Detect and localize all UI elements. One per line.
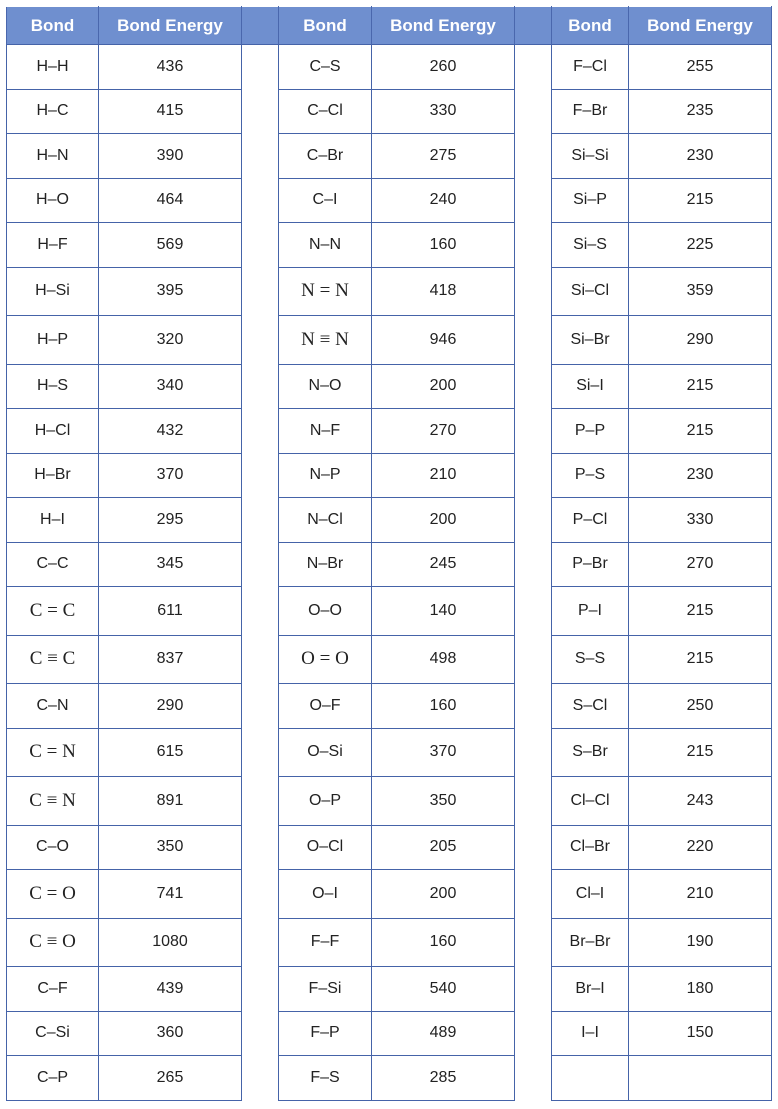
bond-cell: C–Si xyxy=(7,1011,99,1056)
bond-energy-cell: 160 xyxy=(372,684,515,729)
spacer-cell xyxy=(515,728,552,777)
bond-cell: Si–Br xyxy=(552,316,629,365)
spacer-cell xyxy=(515,223,552,268)
bond-energy-cell: 240 xyxy=(372,178,515,223)
spacer-cell xyxy=(242,777,279,826)
bond-cell: F–P xyxy=(279,1011,372,1056)
spacer-cell xyxy=(515,870,552,919)
bond-cell: F–F xyxy=(279,918,372,967)
bond-energy-cell: 611 xyxy=(99,587,242,636)
bond-cell: C = N xyxy=(7,728,99,777)
spacer-cell xyxy=(242,542,279,587)
table-row xyxy=(7,635,772,684)
bond-energy-cell: 200 xyxy=(372,364,515,409)
table-row xyxy=(7,542,772,587)
bond-cell: N–N xyxy=(279,223,372,268)
bond-energy-cell: 245 xyxy=(372,542,515,587)
bond-energy-cell: 225 xyxy=(629,223,772,268)
bond-cell: P–S xyxy=(552,453,629,498)
bond-energy-cell: 498 xyxy=(372,635,515,684)
bond-energy-cell: 270 xyxy=(372,409,515,454)
bond-energy-cell: 275 xyxy=(372,134,515,179)
bond-header-2: Bond xyxy=(279,7,372,45)
table-row xyxy=(7,178,772,223)
spacer-cell xyxy=(515,777,552,826)
bond-cell: C–O xyxy=(7,825,99,870)
bond-energy-table xyxy=(6,6,772,1101)
bond-energy-cell: 285 xyxy=(372,1056,515,1101)
bond-energy-cell: 418 xyxy=(372,267,515,316)
bond-energy-cell: 140 xyxy=(372,587,515,636)
bond-energy-cell: 215 xyxy=(629,635,772,684)
spacer-cell xyxy=(515,134,552,179)
spacer-cell xyxy=(242,89,279,134)
bond-cell: F–Cl xyxy=(552,45,629,90)
bond-energy-cell: 439 xyxy=(99,967,242,1012)
bond-energy-cell: 1080 xyxy=(99,918,242,967)
bond-energy-cell: 243 xyxy=(629,777,772,826)
bond-cell: P–P xyxy=(552,409,629,454)
bond-cell: C–F xyxy=(7,967,99,1012)
spacer-cell xyxy=(242,870,279,919)
bond-cell: H–N xyxy=(7,134,99,179)
bond-cell: H–H xyxy=(7,45,99,90)
bond-energy-cell: 210 xyxy=(629,870,772,919)
table-row xyxy=(7,223,772,268)
spacer-cell xyxy=(242,498,279,543)
spacer-header xyxy=(515,7,552,45)
table-row xyxy=(7,825,772,870)
bond-energy-header-2: Bond Energy xyxy=(372,7,515,45)
spacer-cell xyxy=(242,1056,279,1101)
table-row xyxy=(7,587,772,636)
bond-header-3: Bond xyxy=(552,7,629,45)
table-row xyxy=(7,1056,772,1101)
bond-energy-cell: 180 xyxy=(629,967,772,1012)
bond-cell: C ≡ O xyxy=(7,918,99,967)
bond-cell: Br–I xyxy=(552,967,629,1012)
bond-cell: H–Si xyxy=(7,267,99,316)
spacer-cell xyxy=(515,178,552,223)
bond-cell: Br–Br xyxy=(552,918,629,967)
bond-cell: H–Br xyxy=(7,453,99,498)
spacer-cell xyxy=(242,684,279,729)
bond-cell: N–O xyxy=(279,364,372,409)
bond-energy-cell: 432 xyxy=(99,409,242,454)
spacer-cell xyxy=(242,825,279,870)
table-row xyxy=(7,728,772,777)
bond-cell: O–Cl xyxy=(279,825,372,870)
spacer-cell xyxy=(242,45,279,90)
bond-energy-cell: 415 xyxy=(99,89,242,134)
table-body xyxy=(7,45,772,1101)
bond-cell: Si–Cl xyxy=(552,267,629,316)
bond-cell: H–P xyxy=(7,316,99,365)
spacer-cell xyxy=(242,267,279,316)
bond-energy-cell: 345 xyxy=(99,542,242,587)
bond-cell: Cl–I xyxy=(552,870,629,919)
bond-energy-cell: 837 xyxy=(99,635,242,684)
bond-energy-cell: 370 xyxy=(372,728,515,777)
bond-energy-cell: 330 xyxy=(629,498,772,543)
bond-energy-cell: 160 xyxy=(372,223,515,268)
table-row xyxy=(7,267,772,316)
bond-cell: Cl–Br xyxy=(552,825,629,870)
bond-cell: H–O xyxy=(7,178,99,223)
spacer-cell xyxy=(515,635,552,684)
spacer-cell xyxy=(242,587,279,636)
bond-cell: C–Br xyxy=(279,134,372,179)
bond-cell: N ≡ N xyxy=(279,316,372,365)
bond-energy-cell: 215 xyxy=(629,364,772,409)
spacer-cell xyxy=(515,825,552,870)
bond-energy-cell: 390 xyxy=(99,134,242,179)
bond-energy-cell: 235 xyxy=(629,89,772,134)
bond-cell: C–I xyxy=(279,178,372,223)
bond-cell: H–S xyxy=(7,364,99,409)
bond-cell: C ≡ N xyxy=(7,777,99,826)
table-row xyxy=(7,316,772,365)
bond-energy-cell: 489 xyxy=(372,1011,515,1056)
bond-energy-cell: 265 xyxy=(99,1056,242,1101)
bond-cell: Si–Si xyxy=(552,134,629,179)
bond-energy-cell: 741 xyxy=(99,870,242,919)
bond-energy-cell: 370 xyxy=(99,453,242,498)
bond-energy-cell: 350 xyxy=(99,825,242,870)
header-row xyxy=(7,7,772,45)
spacer-cell xyxy=(515,1056,552,1101)
bond-cell: P–I xyxy=(552,587,629,636)
spacer-cell xyxy=(242,409,279,454)
bond-energy-cell: 205 xyxy=(372,825,515,870)
bond-cell: H–F xyxy=(7,223,99,268)
table-row xyxy=(7,1011,772,1056)
spacer-cell xyxy=(242,728,279,777)
spacer-cell xyxy=(515,542,552,587)
bond-energy-cell: 215 xyxy=(629,587,772,636)
table-row xyxy=(7,89,772,134)
bond-energy-header-1: Bond Energy xyxy=(99,7,242,45)
bond-cell: C = C xyxy=(7,587,99,636)
bond-energy-cell: 615 xyxy=(99,728,242,777)
bond-cell: F–Si xyxy=(279,967,372,1012)
bond-energy-cell: 360 xyxy=(99,1011,242,1056)
bond-cell: P–Br xyxy=(552,542,629,587)
table-row xyxy=(7,134,772,179)
spacer-cell xyxy=(515,498,552,543)
spacer-cell xyxy=(515,587,552,636)
spacer-cell xyxy=(515,967,552,1012)
bond-energy-cell: 215 xyxy=(629,178,772,223)
bond-energy-cell: 210 xyxy=(372,453,515,498)
bond-energy-cell: 340 xyxy=(99,364,242,409)
bond-cell: O = O xyxy=(279,635,372,684)
bond-header-1: Bond xyxy=(7,7,99,45)
bond-energy-cell: 295 xyxy=(99,498,242,543)
bond-cell: Si–P xyxy=(552,178,629,223)
table-row xyxy=(7,870,772,919)
table-row xyxy=(7,45,772,90)
bond-energy-cell: 946 xyxy=(372,316,515,365)
spacer-cell xyxy=(242,223,279,268)
spacer-cell xyxy=(242,635,279,684)
bond-cell: P–Cl xyxy=(552,498,629,543)
bond-cell: I–I xyxy=(552,1011,629,1056)
bond-cell: N = N xyxy=(279,267,372,316)
bond-energy-cell: 215 xyxy=(629,409,772,454)
bond-energy-cell: 160 xyxy=(372,918,515,967)
bond-cell: C–C xyxy=(7,542,99,587)
bond-energy-cell: 395 xyxy=(99,267,242,316)
bond-energy-cell: 464 xyxy=(99,178,242,223)
bond-cell: O–F xyxy=(279,684,372,729)
spacer-cell xyxy=(515,684,552,729)
table-row xyxy=(7,498,772,543)
bond-cell: Si–S xyxy=(552,223,629,268)
bond-cell: F–Br xyxy=(552,89,629,134)
bond-energy-cell: 569 xyxy=(99,223,242,268)
table-row xyxy=(7,409,772,454)
bond-energy-cell: 215 xyxy=(629,728,772,777)
bond-cell: C = O xyxy=(7,870,99,919)
spacer-cell xyxy=(515,364,552,409)
spacer-cell xyxy=(242,918,279,967)
bond-cell: O–P xyxy=(279,777,372,826)
spacer-cell xyxy=(515,409,552,454)
table-row xyxy=(7,364,772,409)
bond-cell: H–Cl xyxy=(7,409,99,454)
bond-energy-cell: 350 xyxy=(372,777,515,826)
bond-cell: C–P xyxy=(7,1056,99,1101)
spacer-cell xyxy=(515,45,552,90)
bond-energy-cell: 540 xyxy=(372,967,515,1012)
table-row xyxy=(7,453,772,498)
bond-cell: C–N xyxy=(7,684,99,729)
bond-cell: O–Si xyxy=(279,728,372,777)
spacer-cell xyxy=(242,364,279,409)
bond-cell: N–F xyxy=(279,409,372,454)
bond-cell: H–I xyxy=(7,498,99,543)
bond-energy-cell: 250 xyxy=(629,684,772,729)
spacer-cell xyxy=(242,967,279,1012)
table-row xyxy=(7,918,772,967)
bond-cell xyxy=(552,1056,629,1101)
spacer-cell xyxy=(515,453,552,498)
bond-energy-cell: 230 xyxy=(629,453,772,498)
table-row xyxy=(7,967,772,1012)
spacer-cell xyxy=(515,316,552,365)
spacer-cell xyxy=(515,89,552,134)
bond-cell: H–C xyxy=(7,89,99,134)
bond-cell: O–O xyxy=(279,587,372,636)
table-row xyxy=(7,684,772,729)
spacer-cell xyxy=(242,178,279,223)
bond-cell: N–Br xyxy=(279,542,372,587)
spacer-cell xyxy=(515,267,552,316)
bond-energy-cell: 190 xyxy=(629,918,772,967)
bond-energy-cell: 330 xyxy=(372,89,515,134)
bond-cell: Cl–Cl xyxy=(552,777,629,826)
bond-energy-cell: 200 xyxy=(372,870,515,919)
bond-energy-header-3: Bond Energy xyxy=(629,7,772,45)
bond-cell: S–S xyxy=(552,635,629,684)
bond-energy-cell: 290 xyxy=(629,316,772,365)
bond-cell: C–Cl xyxy=(279,89,372,134)
spacer-cell xyxy=(242,1011,279,1056)
bond-cell: C ≡ C xyxy=(7,635,99,684)
spacer-cell xyxy=(242,453,279,498)
bond-cell: C–S xyxy=(279,45,372,90)
bond-energy-cell: 436 xyxy=(99,45,242,90)
spacer-cell xyxy=(242,316,279,365)
spacer-cell xyxy=(242,134,279,179)
bond-cell: N–Cl xyxy=(279,498,372,543)
bond-cell: S–Br xyxy=(552,728,629,777)
bond-energy-cell: 150 xyxy=(629,1011,772,1056)
table-row xyxy=(7,777,772,826)
bond-energy-cell: 200 xyxy=(372,498,515,543)
bond-cell: F–S xyxy=(279,1056,372,1101)
bond-energy-cell: 359 xyxy=(629,267,772,316)
bond-energy-cell: 290 xyxy=(99,684,242,729)
bond-energy-cell: 270 xyxy=(629,542,772,587)
bond-energy-cell: 230 xyxy=(629,134,772,179)
bond-energy-cell: 320 xyxy=(99,316,242,365)
spacer-cell xyxy=(515,918,552,967)
bond-energy-cell: 891 xyxy=(99,777,242,826)
spacer-header xyxy=(242,7,279,45)
bond-energy-cell: 220 xyxy=(629,825,772,870)
bond-energy-cell: 260 xyxy=(372,45,515,90)
bond-energy-cell xyxy=(629,1056,772,1101)
bond-cell: Si–I xyxy=(552,364,629,409)
bond-cell: O–I xyxy=(279,870,372,919)
bond-cell: N–P xyxy=(279,453,372,498)
bond-energy-cell: 255 xyxy=(629,45,772,90)
spacer-cell xyxy=(515,1011,552,1056)
bond-cell: S–Cl xyxy=(552,684,629,729)
